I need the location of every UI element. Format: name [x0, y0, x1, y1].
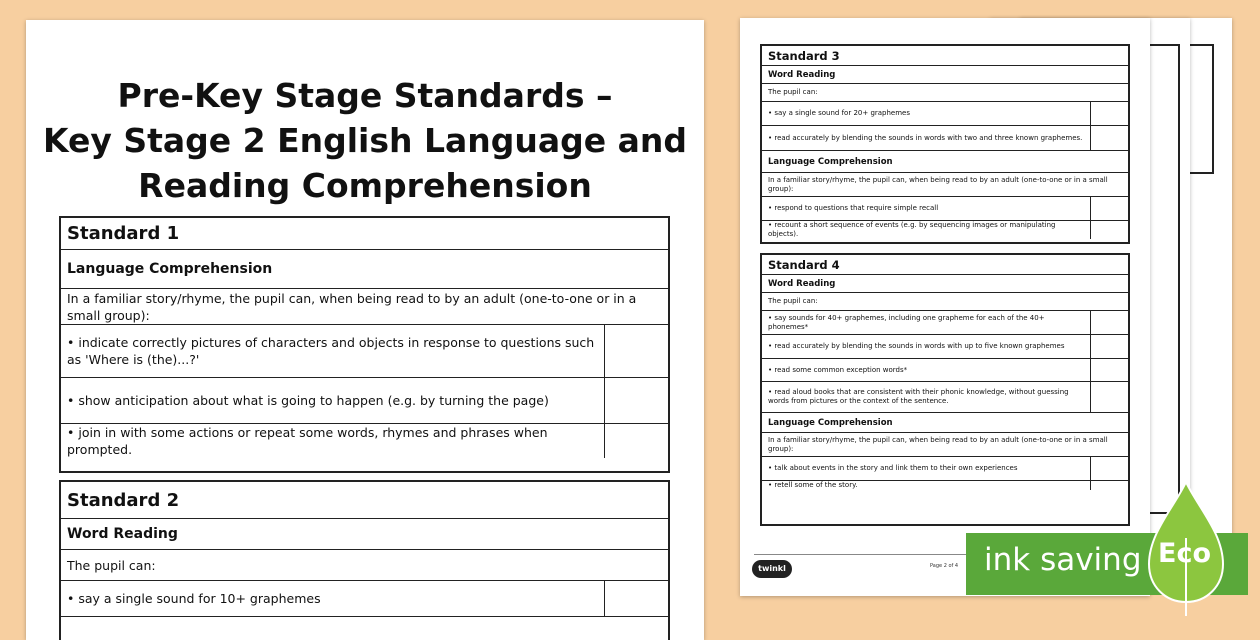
criterion-text: • recount a short sequence of events (e.g. by sequencing images or manipulating objects). [768, 221, 1056, 238]
title-line: Key Stage 2 English Language and [42, 121, 688, 160]
page-number: Page 2 of 4 [930, 563, 959, 569]
assessment-checkbox[interactable] [1090, 457, 1128, 480]
criterion-text: • read accurately by blending the sounds in words with two and three known graphemes. [768, 133, 1083, 142]
standard-2-table [59, 480, 670, 640]
intro-text: In a familiar story/rhyme, the pupil can, when being read to by an adult (one-to-one or in a small group): [768, 435, 1108, 453]
intro-text: In a familiar story/rhyme, the pupil can, when being read to by an adult (one-to-one or in a small group): [768, 175, 1108, 193]
standard-heading: Standard 1 [67, 223, 180, 244]
assessment-checkbox[interactable] [1090, 102, 1128, 125]
intro-text: The pupil can: [768, 88, 818, 96]
section-heading: Language Comprehension [67, 261, 273, 277]
intro-text: The pupil can: [768, 297, 818, 305]
title-line: Pre-Key Stage Standards – [117, 76, 613, 115]
section-heading: Word Reading [67, 526, 178, 542]
standard-1-table [59, 216, 670, 473]
standard-3-table [760, 44, 1130, 244]
criterion-text: • indicate correctly pictures of characters and objects in response to questions such as 'Where is (the)...?' [67, 335, 595, 367]
criterion-text: • read aloud books that are consistent with their phonic knowledge, without guessing words from pictures or the context of the sentence. [768, 388, 1069, 405]
standard-4-table [760, 253, 1130, 526]
assessment-checkbox[interactable] [1090, 481, 1128, 490]
intro-text: In a familiar story/rhyme, the pupil can, when being read to by an adult (one-to-one or in a small group): [67, 290, 637, 323]
section-heading: Word Reading [768, 69, 836, 80]
criterion-text: • say a single sound for 20+ graphemes [768, 109, 911, 117]
assessment-checkbox[interactable] [1090, 311, 1128, 334]
document-page-main [26, 20, 704, 640]
assessment-checkbox[interactable] [604, 581, 668, 616]
criterion-text: • read accurately by blending the sounds in words with up to five known graphemes [768, 342, 1065, 350]
criterion-text: • talk about events in the story and link them to their own experiences [768, 464, 1018, 472]
criterion-text: • read some common exception words* [768, 365, 908, 374]
assessment-checkbox[interactable] [1090, 126, 1128, 150]
section-heading: Word Reading [768, 278, 836, 289]
criterion-text: • show anticipation about what is going to happen (e.g. by turning the page) [67, 393, 549, 408]
assessment-checkbox[interactable] [1090, 197, 1128, 220]
ink-saving-label: ink saving [984, 542, 1142, 578]
twinkl-logo: twinkl [752, 560, 792, 578]
assessment-checkbox[interactable] [1090, 335, 1128, 358]
assessment-checkbox[interactable] [1090, 221, 1128, 239]
assessment-checkbox[interactable] [604, 325, 668, 377]
intro-text: The pupil can: [67, 557, 156, 573]
assessment-checkbox[interactable] [604, 378, 668, 423]
eco-badge-label: Eco [1158, 538, 1211, 569]
assessment-checkbox[interactable] [1090, 382, 1128, 412]
assessment-checkbox[interactable] [1090, 359, 1128, 381]
standard-heading: Standard 4 [768, 257, 840, 272]
standard-heading: Standard 3 [768, 48, 840, 63]
criterion-text: • join in with some actions or repeat some words, rhymes and phrases when prompted. [67, 425, 548, 457]
assessment-checkbox[interactable] [604, 424, 668, 458]
title-line: Reading Comprehension [138, 166, 592, 205]
section-heading: Language Comprehension [768, 156, 893, 167]
standard-heading: Standard 2 [67, 489, 180, 511]
criterion-text: • retell some of the story. [768, 481, 858, 489]
criterion-text: • respond to questions that require simple recall [768, 204, 939, 212]
section-heading: Language Comprehension [768, 417, 893, 428]
criterion-text: • say sounds for 40+ graphemes, including one grapheme for each of the 40+ phonemes* [768, 313, 1045, 331]
document-title [26, 73, 704, 208]
criterion-text: • say a single sound for 10+ graphemes [67, 591, 321, 606]
document-page-2 [740, 18, 1150, 596]
